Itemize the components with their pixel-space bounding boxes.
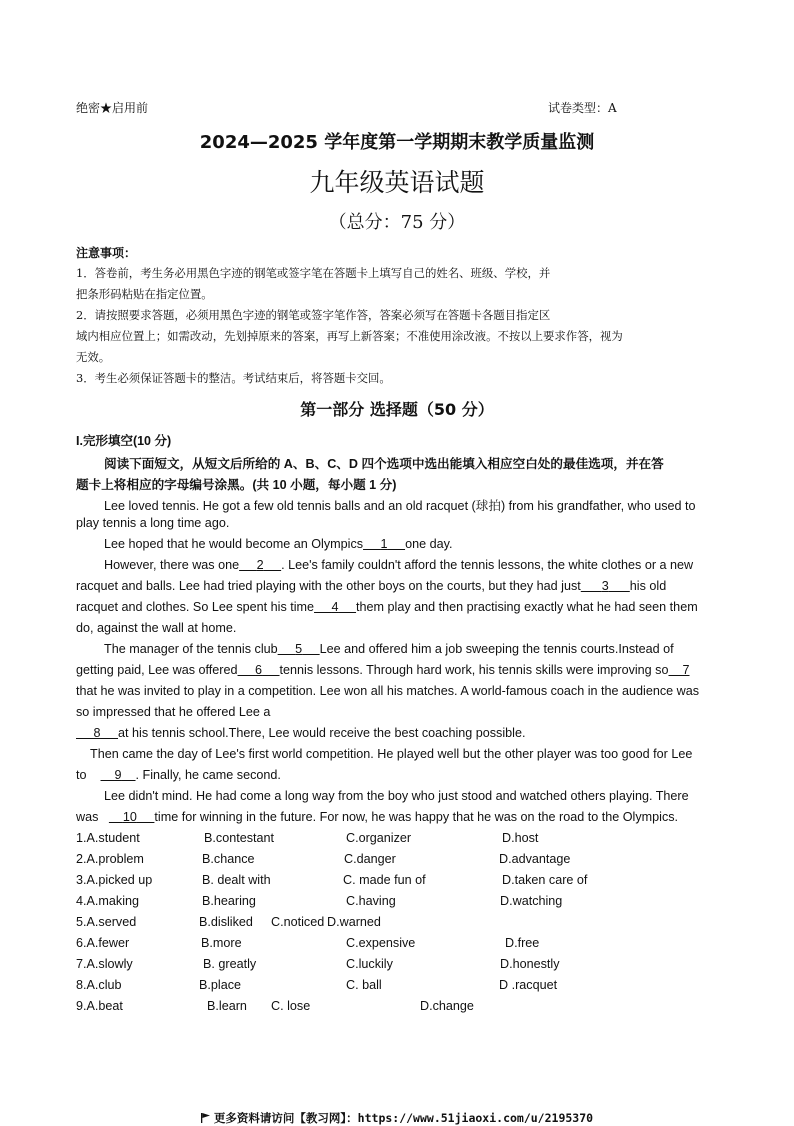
option-d: D.free [505, 936, 540, 950]
option-a: 8.A.club [76, 978, 122, 992]
passage-line: The manager of the tennis club 5 Lee and offered him a job sweeping the tennis courts.Instead of [104, 642, 674, 656]
option-d: D.warned [327, 915, 381, 929]
note-line: 把条形码粘贴在指定位置。 [76, 287, 213, 301]
note-line: 2．请按照要求答题，必须用黑色字迹的钢笔或签字笔作答，答案必须写在答题卡各题目指定区 [76, 308, 551, 322]
passage-line: getting paid, Lee was offered 6 tennis lessons. Through hard work, his tennis skills were improving so 7 [76, 663, 690, 677]
passage-line: However, there was one 2 . Lee's family couldn't afford the tennis lessons, the white clothes or a new [104, 558, 694, 572]
footer-link[interactable]: 更多资料请访问【教习网】：https://www.51jiaoxi.com/u/2195370 [0, 1110, 794, 1126]
passage-line: to 9 . Finally, he came second. [76, 768, 281, 782]
instruction-line: 阅读下面短文，从短文后所给的 A、B、C、D 四个选项中选出能填入相应空白处的最佳选项，并在答 [104, 457, 664, 471]
option-a: 2.A.problem [76, 852, 144, 866]
option-d: D.host [502, 831, 539, 845]
option-a: 7.A.slowly [76, 957, 133, 971]
note-line: 无效。 [76, 350, 111, 364]
option-d: D.advantage [499, 852, 571, 866]
passage-text: one day. [405, 537, 453, 551]
option-c: C.luckily [346, 957, 393, 971]
blank-3: 3 [601, 579, 609, 593]
blank-5: 5 [295, 642, 303, 656]
option-a: 6.A.fewer [76, 936, 130, 950]
option-b: B.contestant [204, 831, 275, 845]
option-c: C.noticed [271, 915, 325, 929]
option-b: B.more [201, 936, 242, 950]
option-b: B.place [199, 978, 242, 992]
note-line: 域内相应位置上；如需改动，先划掉原来的答案，再写上新答案；不准使用涂改液。不按以上要求作答，视为 [76, 329, 623, 343]
option-d: D.change [420, 999, 474, 1013]
option-b: B.learn [207, 999, 247, 1013]
option-c: C. lose [271, 999, 311, 1013]
passage-text: Lee hoped that he would become an Olympics [104, 537, 364, 551]
option-c: C.having [346, 894, 396, 908]
option-a: 3.A.picked up [76, 873, 153, 887]
option-c: C. made fun of [343, 873, 426, 887]
exam-title: 2024—2025 学年度第一学期期末教学质量监测 [199, 132, 595, 153]
blank-9: 9 [114, 768, 122, 782]
option-a: 4.A.making [76, 894, 139, 908]
option-b: B. dealt with [202, 873, 271, 887]
section-subtitle: I.完形填空(10 分) [76, 434, 172, 448]
passage-line: 8 at his tennis school.There, Lee would receive the best coaching possible. [76, 726, 525, 740]
passage-line: so impressed that he offered Lee a [76, 705, 271, 719]
section-title: 第一部分 选择题（50 分） [300, 400, 494, 419]
note-line: 1．答卷前，考生务必用黑色字迹的钢笔或签字笔在答题卡上填写自己的姓名、班级、学校，并 [76, 266, 551, 280]
blank-2: 2 [256, 558, 264, 572]
header-confidential: 绝密★启用前 [76, 101, 149, 115]
option-b: B.hearing [202, 894, 256, 908]
option-c: C.expensive [346, 936, 416, 950]
option-c: C.organizer [346, 831, 412, 845]
option-b: B.disliked [199, 915, 253, 929]
blank-6: 6 [255, 663, 263, 677]
blank-10: 10 [122, 810, 137, 824]
passage-line: was 10 time for winning in the future. For now, he was happy that he was on the road to the Olympics. [76, 810, 679, 824]
passage-line: Then came the day of Lee's first world competition. He played well but the other player was too good for Lee [90, 747, 693, 761]
option-b: B.chance [202, 852, 255, 866]
passage-line: that he was invited to play in a competition. Lee won all his matches. A world-famous coach in the audience was [76, 684, 700, 698]
passage-line: racquet and clothes. So Lee spent his time 4 them play and then practising exactly what he had seen them [76, 600, 698, 614]
passage-line: Lee loved tennis. He got a few old tennis balls and an old racquet (球拍) from his grandfather, who used to [104, 499, 696, 513]
exam-subject: 九年级英语试题 [309, 168, 485, 197]
instruction-line: 题卡上将相应的字母编号涂黑。(共 10 小题，每小题 1 分) [76, 478, 397, 492]
blank-8: 8 [93, 726, 101, 740]
option-d: D.taken care of [502, 873, 588, 887]
passage-line: play tennis a long time ago. [76, 516, 230, 530]
option-c: C. ball [346, 978, 382, 992]
blank-1: 1 [380, 537, 388, 551]
exam-total-score: （总分：75 分） [328, 212, 466, 233]
passage-line [104, 537, 452, 551]
note-line: 3．考生必须保证答题卡的整洁。考试结束后，将答题卡交回。 [76, 371, 391, 385]
option-d: D.watching [500, 894, 563, 908]
option-a: 5.A.served [76, 915, 137, 929]
option-a: 9.A.beat [76, 999, 123, 1013]
blank-7: 7 [682, 663, 690, 677]
option-b: B. greatly [203, 957, 257, 971]
passage-line: do, against the wall at home. [76, 621, 237, 635]
flag-icon [201, 1112, 210, 1121]
header-paper-type: 试卷类型：A [548, 101, 617, 115]
blank-4: 4 [331, 600, 339, 614]
option-d: D .racquet [499, 978, 558, 992]
passage-line: Lee didn't mind. He had come a long way from the boy who just stood and watched others playing. There [104, 789, 689, 803]
option-a: 1.A.student [76, 831, 140, 845]
notes-heading: 注意事项： [76, 246, 137, 260]
option-c: C.danger [344, 852, 396, 866]
option-d: D.honestly [500, 957, 560, 971]
passage-line: racquet and balls. Lee had tried playing with the other boys on the courts, but they had just 3 his old [76, 579, 667, 593]
